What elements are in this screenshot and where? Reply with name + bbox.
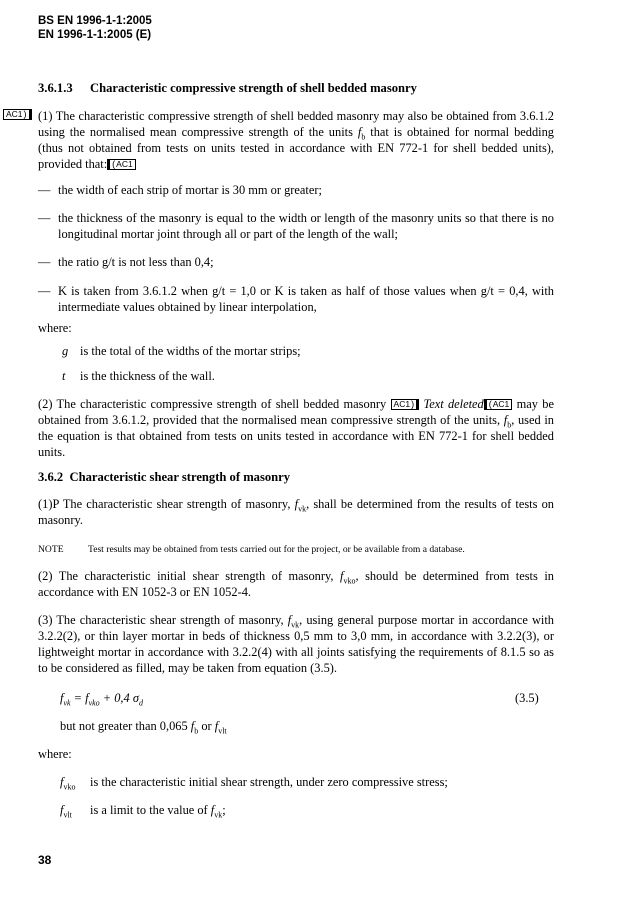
section-number: 3.6.2 [38,470,64,484]
where-label: where: [38,321,72,335]
paragraph-362-3: (3) The characteristic shear strength of masonry, $f_{vk}$, using general purpose mortar in accordance with 3.2.2(2), or thin layer mortar in beds of thickness 0,5 mm to 3,0 mm, in accordance with 3.2.2(3), or lightweight mortar in accordance with 3.2.2(4) with all joints satisfying the requirements of 8.1.5 so as to be considered as filled, may be taken from equation (3.5). [38,613,554,675]
equation-number: (3.5) [515,691,539,705]
paragraph-362-2: (2) The characteristic initial shear strength of masonry, $f_{vko}$, should be determined from tests in accordance with EN 1052-3 or EN 1052-4. [38,569,554,599]
variable-description: is the characteristic initial shear strength, under zero compressive stress; [90,775,448,789]
equation-limit: but not greater than 0,065 $f_b$ or $f_{vlt}$ [60,719,227,736]
ac1-close-marker: ( AC1 [484,399,513,410]
equation-3-5: $f_{vk} = f_{vko} + 0,4$ $\sigma_d$ [60,691,143,708]
page-number: 38 [38,853,52,867]
list-item: — the thickness of the masonry is equal to the width or length of the masonry units so that there is no longitudinal mortar joint through all or part of the length of the wall; [38,211,554,241]
ac1-open-marker: AC1 ) [391,399,420,410]
note-text: Test results may be obtained from tests carried out for the project, or be available from a database. [88,544,465,555]
paragraph-362-1: (1)P The characteristic shear strength of masonry, $f_{vk}$, shall be determined from the results of tests on masonry. [38,497,554,527]
variable-description: is the total of the widths of the mortar strips; [80,344,301,358]
variable-symbol: $f_{vlt}$ [60,803,72,820]
variable-description: is a limit to the value of $f_{vk}$; [90,803,226,820]
ac1-close-marker: ( AC1 [107,159,136,170]
variable-symbol: t [62,369,66,383]
variable-description: is the thickness of the wall. [80,369,215,383]
list-item: — the ratio g/t is not less than 0,4; [38,255,214,269]
list-item: — K is taken from 3.6.1.2 when g/t = 1,0 or K is taken as half of those values when g/t = 0,4, with intermediate values obtained by linear interpolation, [38,284,554,314]
note-label: NOTE [38,544,64,555]
paragraph-3613-2: (2) The characteristic compressive strength of shell bedded masonry AC1 ) Text deleted( AC1 may be obtained from 3.6.1.2, provided that the normalised mean compressive strength of the units, $f_b$, used in the equation is that obtained from tests on units tested in accordance with EN 772-1 for shell bedded units. [38,396,554,460]
section-title: Characteristic compressive strength of shell bedded masonry [90,81,417,95]
list-item: — the width of each strip of mortar is 30 mm or greater; [38,183,322,197]
section-title: Characteristic shear strength of masonry [69,470,291,484]
paragraph-number: (1) [38,109,53,123]
page-header [38,14,152,42]
section-heading-3613 [38,80,554,96]
section-heading-362 [38,469,554,485]
note [38,542,554,558]
paragraph-3613-1: AC1 ) (1) The characteristic compressive strength of shell bedded masonry may also be obtained from 3.6.1.2 using the normalised mean compressive strength of the units $f_b$ that is obtained for normal bedding (thus not obtained from tests on units tested in accordance with EN 772-1 for shell bedded units), provided that:( AC1 [38,108,554,172]
where-label: where: [38,747,72,761]
variable-symbol: $f_{vko}$ [60,775,76,792]
text-deleted: Text deleted [423,397,484,411]
header-standard-bs: BS EN 1996-1-1:2005 [38,15,152,27]
variable-symbol: g [62,344,69,358]
ac1-open-marker: AC1 ) [3,109,32,120]
header-standard-en: EN 1996-1-1:2005 (E) [38,29,152,41]
section-number: 3.6.1.3 [38,81,73,95]
